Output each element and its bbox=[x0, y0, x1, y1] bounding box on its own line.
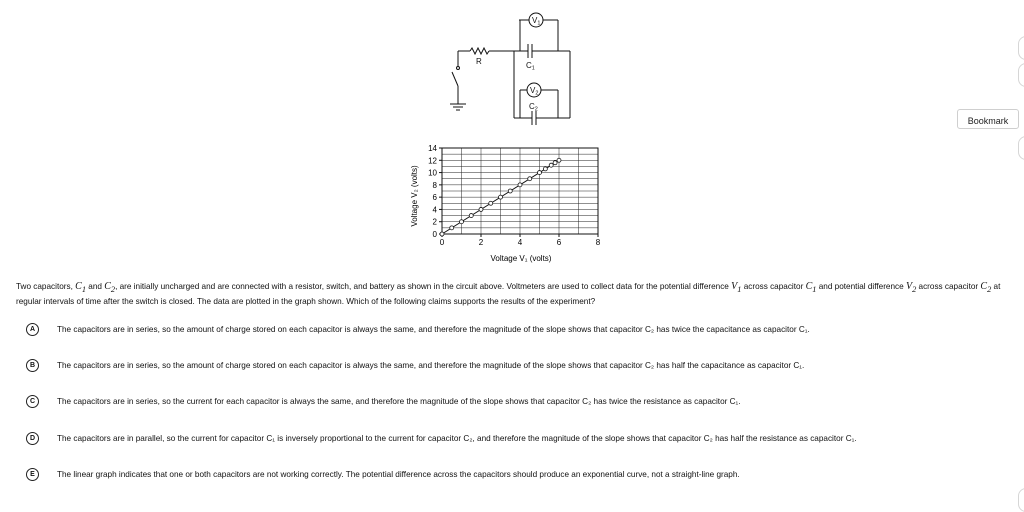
answer-choice-a[interactable] bbox=[26, 322, 810, 336]
circuit-diagram bbox=[440, 8, 590, 130]
y-tick-label: 8 bbox=[432, 180, 437, 190]
x-tick-label: 0 bbox=[439, 238, 445, 247]
choice-text: The capacitors are in series, so the amount of charge stored on each capacitor is always the same, and therefore the magnitude of the slope shows that capacitor C₂ has half the capacitance as capacitor C₁. bbox=[57, 360, 805, 370]
scroll-edge-indicator bbox=[1018, 488, 1024, 512]
y-tick-label: 6 bbox=[432, 193, 437, 203]
resistor-label: R bbox=[476, 57, 482, 66]
c2-label: C2 bbox=[529, 102, 538, 113]
v2-label: V2 bbox=[530, 86, 539, 97]
data-point bbox=[460, 220, 464, 224]
graph-grid bbox=[442, 148, 598, 234]
choice-letter-badge: B bbox=[26, 359, 39, 372]
choice-letter-badge: E bbox=[26, 468, 39, 481]
choice-letter-badge: A bbox=[26, 323, 39, 336]
answer-choice-c[interactable] bbox=[26, 394, 741, 408]
scroll-edge-indicator bbox=[1018, 63, 1024, 87]
scroll-edge-indicator bbox=[1018, 136, 1024, 160]
choice-text: The linear graph indicates that one or both capacitors are not working correctly. The potential difference across the capacitors should produce an exponential curve, not a straight-line graph. bbox=[57, 469, 740, 479]
choice-text: The capacitors are in series, so the amount of charge stored on each capacitor is always the same, and therefore the magnitude of the slope shows that capacitor C₂ has twice the capacitance as capacitor C₁. bbox=[57, 324, 810, 334]
answer-choice-e[interactable] bbox=[26, 467, 740, 481]
scroll-edge-indicator bbox=[1018, 36, 1024, 60]
y-tick-label: 12 bbox=[428, 156, 437, 166]
data-point bbox=[538, 171, 542, 175]
question-stem: Two capacitors, $C_1$ and $C_2$, are initially uncharged and are connected with a resistor, switch, and battery as shown in the circuit above. Voltmeters are used to collect data for the potential difference $V_1$ across capacitor $C_1$ and potential difference $V_2$ across capacitor $C_2$ at regular intervals of time after the switch is closed. The data are plotted in the graph shown. Which of the following claims supports the results of the experiment? bbox=[16, 281, 1001, 306]
y-axis-label: Voltage V₂ (volts) bbox=[410, 165, 419, 227]
x-tick-label: 2 bbox=[478, 238, 484, 247]
data-point bbox=[508, 189, 512, 193]
choice-text: The capacitors are in series, so the current for each capacitor is always the same, and therefore the magnitude of the slope shows that capacitor C₂ has twice the resistance as capacitor C₁. bbox=[57, 396, 741, 406]
choice-letter-badge: D bbox=[26, 432, 39, 445]
data-point bbox=[528, 177, 532, 181]
data-point bbox=[479, 207, 483, 211]
data-point bbox=[499, 195, 503, 199]
voltage-graph bbox=[405, 140, 615, 266]
y-tick-label: 14 bbox=[428, 144, 437, 153]
data-point bbox=[469, 214, 473, 218]
x-tick-label: 4 bbox=[517, 238, 523, 247]
data-point bbox=[518, 183, 522, 187]
data-point bbox=[450, 226, 454, 230]
data-point bbox=[489, 201, 493, 205]
v1-label: V1 bbox=[532, 16, 541, 27]
answer-choice-d[interactable] bbox=[26, 431, 857, 445]
data-point bbox=[557, 158, 561, 162]
choice-letter-badge: C bbox=[26, 395, 39, 408]
data-point bbox=[440, 232, 444, 236]
data-point bbox=[549, 163, 553, 167]
c1-label: C1 bbox=[526, 61, 535, 72]
y-tick-label: 4 bbox=[432, 205, 437, 215]
x-tick-label: 8 bbox=[595, 238, 601, 247]
answer-choice-b[interactable] bbox=[26, 358, 805, 372]
x-axis-label: Voltage V₁ (volts) bbox=[490, 254, 552, 263]
data-point bbox=[553, 161, 557, 165]
x-tick-label: 6 bbox=[556, 238, 562, 247]
choice-text: The capacitors are in parallel, so the current for capacitor C₁ is inversely proportional to the current for capacitor C₂, and therefore the magnitude of the slope shows that capacitor C₂ has half the resistance as capacitor C₁. bbox=[57, 433, 857, 443]
y-tick-label: 0 bbox=[432, 230, 437, 239]
bookmark-button[interactable]: Bookmark bbox=[957, 109, 1019, 129]
data-point bbox=[543, 167, 547, 171]
y-tick-label: 10 bbox=[428, 168, 437, 178]
y-tick-label: 2 bbox=[432, 217, 437, 227]
